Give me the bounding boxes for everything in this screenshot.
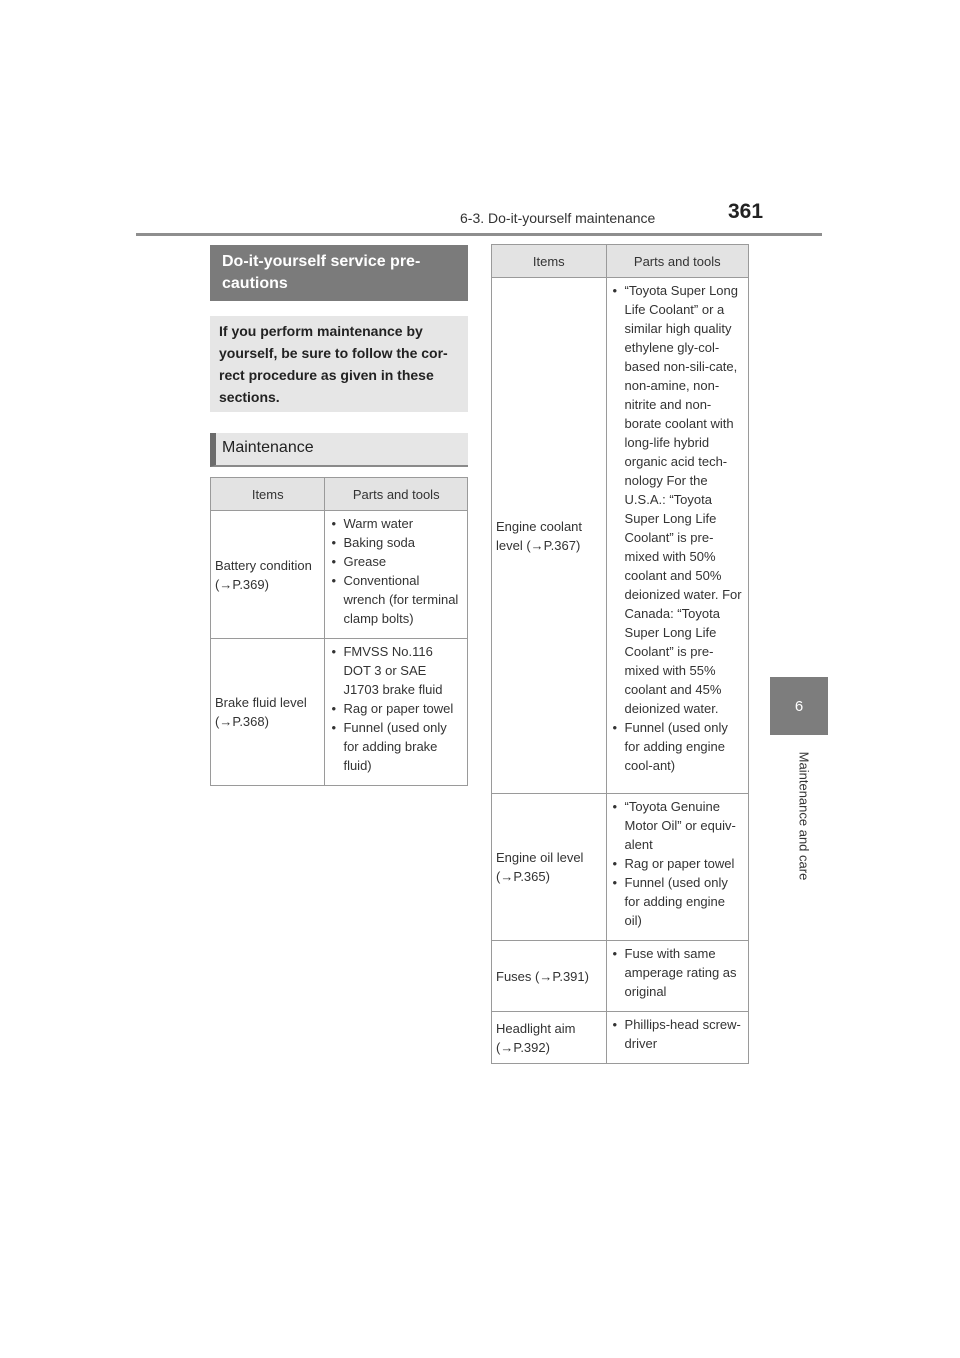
table-row	[492, 1012, 749, 1064]
list-item: • Funnel (used only for adding brake fluid)	[329, 718, 463, 775]
diy-note: If you perform maintenance by yourself, be sure to follow the cor-rect procedure as given in these sections.	[219, 323, 448, 405]
list-item: • “Toyota Genuine Motor Oil” or equiv-alent	[611, 797, 744, 854]
col-parts-header: Parts and tools	[606, 245, 748, 278]
list-item: • Conventional wrench (for terminal clamp bolts)	[329, 571, 463, 628]
parts-cell	[606, 1012, 748, 1064]
item-cell: Engine oil level (→P.365)	[492, 794, 607, 941]
chapter-number: 6	[794, 697, 804, 715]
maintenance-table-right	[491, 244, 749, 1064]
list-item: • Rag or paper towel	[329, 699, 463, 718]
table-row	[492, 941, 749, 1012]
parts-cell	[325, 639, 468, 786]
page-number: 361	[728, 200, 764, 223]
table-row	[211, 511, 468, 639]
col-items-header: Items	[211, 478, 325, 511]
parts-cell	[325, 511, 468, 639]
item-cell: Fuses (→P.391)	[492, 941, 607, 1012]
item-cell: Engine coolant level (→P.367)	[492, 278, 607, 794]
parts-cell	[606, 794, 748, 941]
diy-title: Do-it-yourself service pre-cautions	[222, 253, 421, 292]
list-item: • Funnel (used only for adding engine oil)	[611, 873, 744, 930]
item-cell: Brake fluid level (→P.368)	[211, 639, 325, 786]
diy-note-box	[210, 316, 468, 412]
list-item: • “Toyota Super Long Life Coolant” or a similar high quality ethylene gly-col-based non-sili-cate, non-amine, non-nitrite and non-borate coolant with long-life hybrid organic acid tech-nology For the U.S.A.: “Toyota Super Long Life Coolant” is pre-mixed with 50% coolant and 50% deionized water. For Canada: “Toyota Super Long Life Coolant” is pre-mixed with 55% coolant and 45% deionized water.	[611, 281, 744, 718]
list-item: • Fuse with same amperage rating as original	[611, 944, 744, 1001]
item-cell: Headlight aim (→P.392)	[492, 1012, 607, 1064]
list-item: • Warm water	[329, 514, 463, 533]
col-parts-header: Parts and tools	[325, 478, 468, 511]
list-item: • Phillips-head screw-driver	[611, 1015, 744, 1053]
table-row	[492, 278, 749, 794]
chapter-tab	[770, 677, 828, 735]
item-cell: Battery condition (→P.369)	[211, 511, 325, 639]
parts-cell	[606, 278, 748, 794]
list-item: • Grease	[329, 552, 463, 571]
chapter-side-label	[792, 746, 816, 886]
list-item: • Baking soda	[329, 533, 463, 552]
list-item: • Funnel (used only for adding engine cool-ant)	[611, 718, 744, 775]
table-header-row	[492, 245, 749, 278]
list-item: • Rag or paper towel	[611, 854, 744, 873]
table-row	[211, 639, 468, 786]
header-divider	[136, 233, 822, 236]
table-row	[492, 794, 749, 941]
table-header-row	[211, 478, 468, 511]
maintenance-heading: Maintenance	[210, 433, 468, 467]
diy-title-box	[210, 245, 468, 301]
parts-cell	[606, 941, 748, 1012]
list-item: • FMVSS No.116 DOT 3 or SAE J1703 brake fluid	[329, 642, 463, 699]
chapter-title: Maintenance and care	[796, 751, 812, 881]
section-title: 6-3. Do-it-yourself maintenance	[460, 210, 656, 226]
col-items-header: Items	[492, 245, 607, 278]
maintenance-table-left	[210, 477, 468, 786]
